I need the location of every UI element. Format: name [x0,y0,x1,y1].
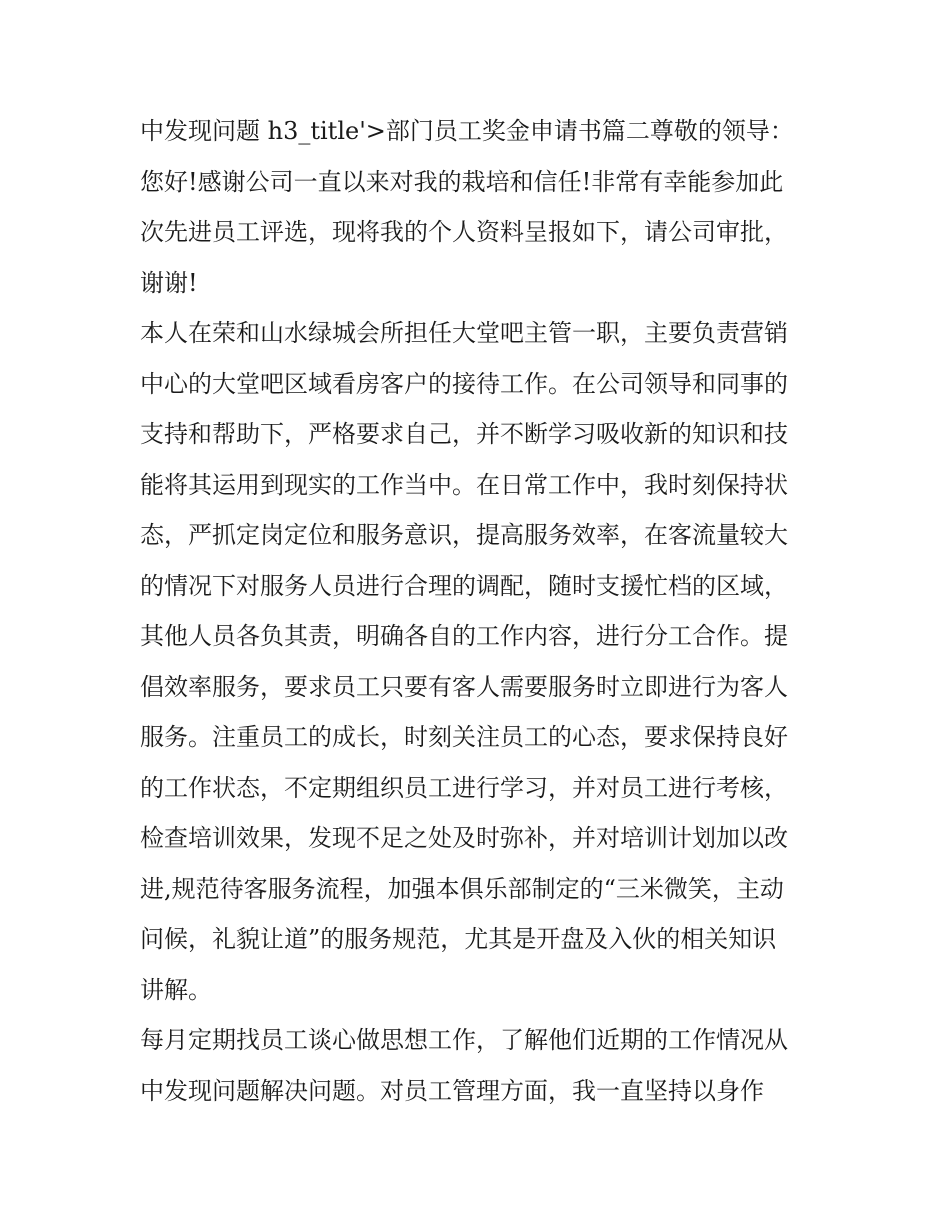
text-line: 中发现问题解决问题。对员工管理方面，我一直坚持以身作 [140,1076,764,1105]
text-line: 倡效率服务，要求员工只要有客人需要服务时立即进行为客人 [140,672,788,701]
text-line: 其他人员各负其责，明确各自的工作内容，进行分工合作。提 [140,622,788,650]
paragraph-heading-line [140,106,820,157]
text-line: 谢谢! [140,268,198,297]
text-line: 讲解。 [140,975,212,1004]
text-line: 支持和帮助下，严格要求自己，并不断学习吸收新的知识和技 [140,420,788,448]
text-line: 检查培训效果，发现不足之处及时弥补，并对培训计划加以改 [140,824,788,852]
document-body [140,106,820,1116]
text-line: 进,规范待客服务流程，加强本俱乐部制定的“三米微笑，主动 [140,874,784,903]
text-line: 次先进员工评选，现将我的个人资料呈报如下，请公司审批， [140,218,788,246]
text-line: 能将其运用到现实的工作当中。在日常工作中，我时刻保持状 [140,470,788,499]
text-line: 中发现问题 h3_title'>部门员工奖金申请书篇二尊敬的领导： [140,117,794,145]
paragraph-staff-management [140,1015,820,1116]
text-line: 您好!感谢公司一直以来对我的栽培和信任!非常有幸能参加此 [140,167,784,196]
text-line: 中心的大堂吧区域看房客户的接待工作。在公司领导和同事的 [140,369,788,398]
text-line: 本人在荣和山水绿城会所担任大堂吧主管一职，主要负责营销 [140,319,788,347]
text-line: 服务。注重员工的成长，时刻关注员工的心态，要求保持良好 [140,723,788,751]
text-line: 问候，礼貌让道”的服务规范，尤其是开盘及入伙的相关知识 [140,925,777,953]
text-line: 每月定期找员工谈心做思想工作，了解他们近期的工作情况从 [140,1026,788,1054]
paragraph-work-description [140,308,820,1015]
text-line: 的工作状态，不定期组织员工进行学习，并对员工进行考核， [140,773,788,802]
paragraph-greeting [140,157,820,309]
text-line: 的情况下对服务人员进行合理的调配，随时支援忙档的区域， [140,571,788,600]
text-line: 态，严抓定岗定位和服务意识，提高服务效率，在客流量较大 [140,521,788,549]
